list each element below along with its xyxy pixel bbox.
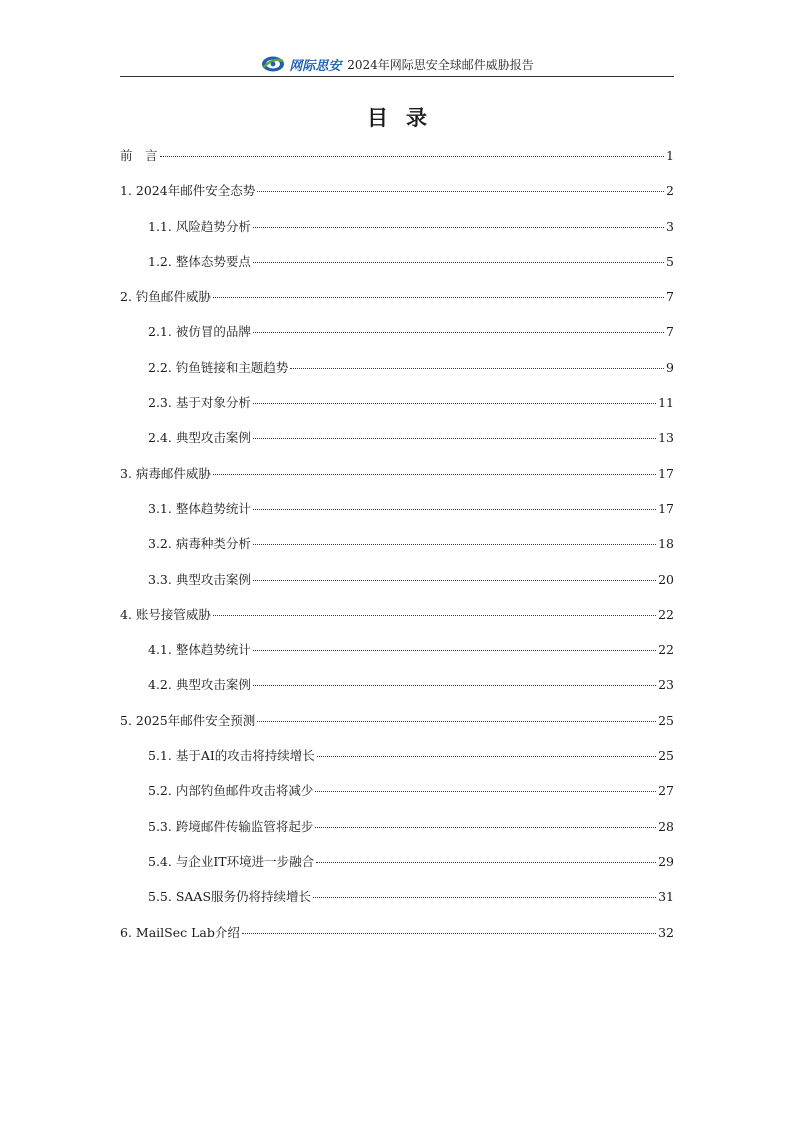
toc-entry[interactable] [120,531,674,566]
dot-leader [213,297,664,298]
toc-entry[interactable] [120,425,674,460]
toc-entry-label: 前 言 [120,148,158,163]
toc-entry-label: 5.1. 基于AI的攻击将持续增长 [148,748,315,764]
dot-leader [253,650,656,651]
toc-entry-label: 3.1. 整体趋势统计 [148,500,251,516]
dot-leader [290,368,664,369]
toc-title: 目录 [367,105,445,130]
toc-entry-page: 31 [658,889,674,905]
toc-entry-label: 5.3. 跨境邮件传输监管将起步 [148,818,314,834]
toc-entry-label: 5. 2025年邮件安全预测 [120,712,256,728]
toc-entry[interactable] [120,884,674,919]
toc-entry[interactable] [120,143,674,178]
dot-leader [315,791,656,792]
toc-entry-label: 4.1. 整体趋势统计 [148,642,251,658]
toc-entry-page: 11 [658,395,674,411]
dot-leader [253,227,664,228]
toc-entry[interactable] [120,567,674,602]
company-logo [260,55,341,74]
toc-entry-label: 5.4. 与企业IT环境进一步融合 [148,853,315,869]
dot-leader [313,897,656,898]
toc-entry-label: 3. 病毒邮件威胁 [120,465,211,481]
toc-entry-label: 1.2. 整体态势要点 [148,253,251,269]
header-title: 2024年网际思安全球邮件威胁报告 [347,57,534,72]
toc-entry[interactable] [120,178,674,213]
toc-entry-label: 1.1. 风险趋势分析 [148,218,251,234]
toc-entry-page: 1 [666,148,674,163]
toc-entry-page: 2 [666,183,674,199]
toc-entry-label: 1. 2024年邮件安全态势 [120,183,256,199]
toc-entry[interactable] [120,249,674,284]
toc-entry[interactable] [120,743,674,778]
toc-entry[interactable] [120,214,674,249]
toc-entry-label: 2.4. 典型攻击案例 [148,430,251,446]
toc-entry-page: 27 [658,783,674,799]
dot-leader [316,862,656,863]
toc-entry[interactable] [120,849,674,884]
toc-entry-label: 2.2. 钓鱼链接和主题趋势 [148,359,289,375]
dot-leader [253,509,656,510]
dot-leader [253,438,656,439]
dot-leader [257,721,656,722]
toc-entry-label: 5.2. 内部钓鱼邮件攻击将减少 [148,783,314,799]
dot-leader [253,262,664,263]
toc-entry-page: 29 [658,853,674,869]
toc-entry[interactable] [120,920,674,955]
toc-entry-page: 28 [658,818,674,834]
toc-entry-page: 7 [666,324,674,340]
toc-entry-label: 4. 账号接管威胁 [120,606,211,622]
toc-entry-page: 20 [658,571,674,587]
toc-entry[interactable] [120,319,674,354]
dot-leader [253,580,656,581]
toc-entry[interactable] [120,602,674,637]
dot-leader [253,332,664,333]
table-of-contents [120,143,674,955]
toc-entry-page: 17 [658,500,674,516]
toc-entry-page: 7 [666,289,674,305]
dot-leader [257,191,664,192]
toc-entry[interactable] [120,814,674,849]
toc-entry-page: 18 [658,536,674,552]
toc-entry[interactable] [120,284,674,319]
toc-entry[interactable] [120,637,674,672]
toc-entry-label: 5.5. SAAS服务仍将持续增长 [148,889,312,905]
toc-entry-label: 3.2. 病毒种类分析 [148,536,251,552]
dot-leader [253,685,656,686]
toc-entry-page: 25 [658,712,674,728]
toc-entry-page: 32 [658,924,674,940]
logo-text: 网际思安 [289,58,342,74]
dot-leader [213,615,656,616]
toc-entry[interactable] [120,672,674,707]
toc-entry-page: 23 [658,677,674,693]
dot-leader [213,474,656,475]
toc-entry-page: 3 [666,218,674,234]
dot-leader [253,403,656,404]
toc-entry-label: 2.3. 基于对象分析 [148,395,251,411]
toc-entry-label: 4.2. 典型攻击案例 [148,677,251,693]
toc-entry-label: 3.3. 典型攻击案例 [148,571,251,587]
toc-entry-page: 22 [658,642,674,658]
page-header [120,52,674,76]
toc-entry-page: 17 [658,465,674,481]
toc-entry[interactable] [120,355,674,390]
toc-entry[interactable] [120,778,674,813]
toc-entry[interactable] [120,496,674,531]
toc-entry-label: 2.1. 被仿冒的品牌 [148,324,251,340]
toc-entry-label: 6. MailSec Lab介绍 [120,924,240,940]
toc-entry[interactable] [120,708,674,743]
toc-entry-page: 5 [666,253,674,269]
dot-leader [160,156,665,157]
globe-swoosh-icon [260,55,286,73]
dot-leader [315,827,656,828]
toc-entry-page: 22 [658,606,674,622]
header-divider [120,76,674,77]
dot-leader [317,756,656,757]
toc-entry[interactable] [120,461,674,496]
toc-entry[interactable] [120,390,674,425]
toc-entry-page: 13 [658,430,674,446]
toc-entry-label: 2. 钓鱼邮件威胁 [120,289,211,305]
toc-entry-page: 9 [666,359,674,375]
dot-leader [253,544,656,545]
dot-leader [242,933,656,934]
toc-entry-page: 25 [658,748,674,764]
